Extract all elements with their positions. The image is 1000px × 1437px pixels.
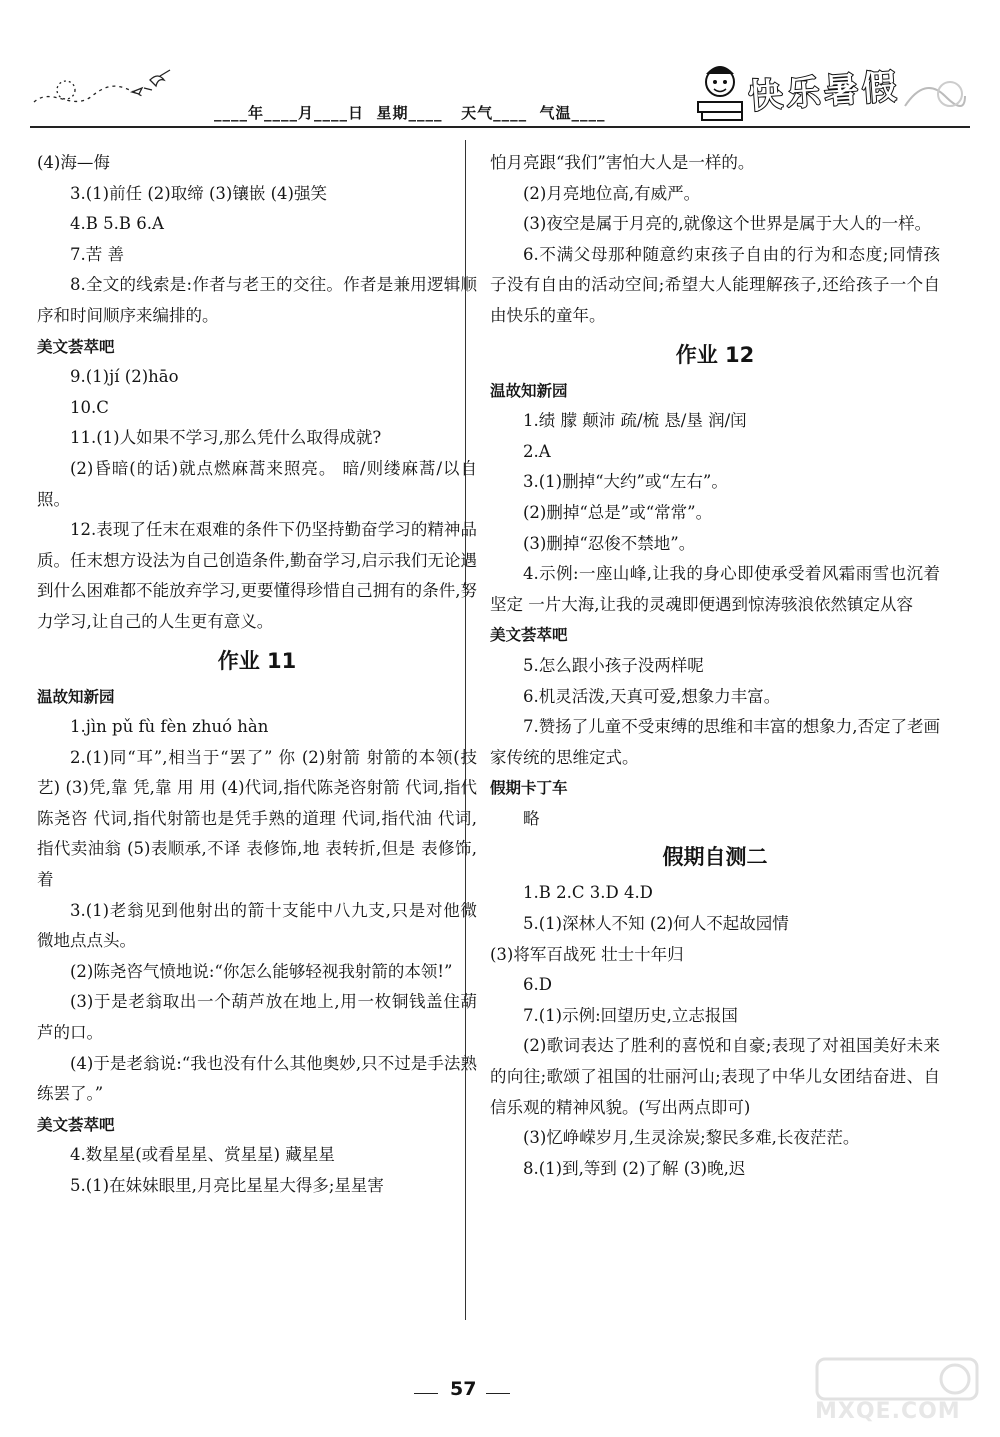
subsection-heading: 温故知新园: [490, 381, 568, 400]
date-weather-line: ____年____月____日 星期____ 天气____ 气温____: [214, 104, 606, 122]
section-title: 作业 12: [675, 342, 755, 367]
answer-line: 1.B 2.C 3.D 4.D: [523, 883, 653, 903]
right-column: [490, 148, 940, 1184]
answer-line: (4)海—侮: [37, 153, 110, 172]
swirl-decoration-icon: [900, 76, 970, 116]
answer-line: 4.B 5.B 6.A: [70, 214, 164, 234]
answer-line: 1.jìn pǔ fù fèn zhuó hàn: [70, 717, 269, 737]
answer-line: 6.不满父母那种随意约束孩子自由的行为和态度;同情孩子没有自由的活动空间;希望大人能理解孩子,还给孩子一个自由快乐的童年。: [490, 244, 940, 325]
cartoon-kid-icon: [690, 56, 750, 124]
page-number-dash-right: [486, 1393, 510, 1394]
left-column: [37, 148, 477, 1202]
answer-line: 6.机灵活泼,天真可爱,想象力丰富。: [523, 686, 781, 706]
answer-line: (3)于是老翁取出一个葫芦放在地上,用一枚铜钱盖住葫芦的口。: [37, 992, 477, 1043]
answer-line: 6.D: [523, 975, 552, 995]
answer-line: 7.赞扬了儿童不受束缚的思维和丰富的想象力,否定了老画家传统的思维定式。: [490, 717, 940, 767]
answer-line: 7.苦 善: [70, 244, 124, 264]
answer-line: 12.表现了任末在艰难的条件下仍坚持勤奋学习的精神品质。任末想方设法为自己创造条件,勤奋学习,启示我们无论遇到什么困难都不能放弃学习,更要懂得珍惜自己拥有的条件,努力学习,让自己的人生更有意义。: [37, 520, 477, 631]
section-title: 假期自测二: [662, 845, 768, 870]
page-number-dash-left: [414, 1393, 438, 1394]
answer-line: 2.(1)同“耳”,相当于“罢了” 你 (2)射箭 射箭的本领(技艺) (3)凭,靠 凭,靠 用 用 (4)代词,指代陈尧咨射箭 代词,指代陈尧咨 代词,指代射箭也是凭手熟的道理 代词,指代油 代词,指代卖油翁 (5)表顺承,不译 表修饰,地 表转折,但是 表修饰,着: [37, 747, 477, 890]
birds-decoration-icon: [32, 66, 182, 111]
answer-line: (2)删掉“总是”或“常常”。: [523, 502, 713, 522]
answer-line: (3)夜空是属于月亮的,就像这个世界是属于大人的一样。: [523, 214, 932, 234]
subsection-heading: 美文荟萃吧: [37, 337, 115, 356]
answer-line: (2)月亮地位高,有威严。: [523, 183, 701, 203]
answer-line: 4.数星星(或看星星、赏星星) 藏星星: [70, 1145, 335, 1165]
answer-line: 4.示例:一座山峰,让我的身心即使承受着风霜雨雪也沉着坚定 一片大海,让我的灵魂即便遇到惊涛骇浪依然镇定从容: [490, 564, 940, 614]
watermark-text: MXQE.COM: [815, 1399, 961, 1424]
answer-line: (3)删掉“忍俊不禁地”。: [523, 533, 696, 553]
answer-line: 怕月亮跟“我们”害怕大人是一样的。: [490, 153, 755, 172]
answer-line: 11.(1)人如果不学习,那么凭什么取得成就?: [70, 428, 382, 448]
answer-line: (3)将军百战死 壮士十年归: [490, 944, 684, 964]
answer-line: 3.(1)老翁见到他射出的箭十支能中八九支,只是对他微微地点点头。: [37, 900, 477, 951]
brand-logo: [690, 56, 970, 126]
brand-title: 快乐暑假: [747, 66, 902, 118]
answer-line: (2)陈尧咨气愤地说:“你怎么能够轻视我射箭的本领!”: [70, 961, 453, 981]
answer-line: (4)于是老翁说:“我也没有什么其他奥妙,只不过是手法熟练罢了。”: [37, 1053, 477, 1104]
answer-line: 8.全文的线索是:作者与老王的交往。作者是兼用逻辑顺序和时间顺序来编排的。: [37, 275, 477, 325]
answer-line: 5.(1)在妹妹眼里,月亮比星星大得多;星星害: [70, 1176, 384, 1195]
answer-line: 10.C: [70, 397, 109, 417]
answer-line: (2)歌词表达了胜利的喜悦和自豪;表现了对祖国美好未来的向往;歌颂了祖国的壮丽河山;表现了中华儿女团结奋进、自信乐观的精神风貌。(写出两点即可): [490, 1036, 940, 1117]
subsection-heading: 美文荟萃吧: [490, 626, 568, 645]
answer-line: 略: [523, 808, 540, 828]
watermark-logo: [815, 1355, 990, 1430]
answer-line: 1.绩 朦 颠沛 疏/梳 恳/垦 润/闰: [523, 411, 747, 431]
answer-line: 3.(1)前任 (2)取缔 (3)镶嵌 (4)强笑: [70, 183, 327, 203]
answer-line: (3)忆峥嵘岁月,生灵涂炭;黎民多难,长夜茫茫。: [523, 1128, 860, 1148]
subsection-heading: 温故知新园: [37, 687, 115, 706]
answer-line: (2)昏暗(的话)就点燃麻蒿来照亮。 暗/则缕麻蒿/以自照。: [37, 458, 477, 509]
page-header: [0, 0, 1000, 140]
subsection-heading: 假期卡丁车: [490, 779, 568, 798]
section-title: 作业 11: [217, 648, 297, 673]
answer-line: 8.(1)到,等到 (2)了解 (3)晚,迟: [523, 1158, 746, 1178]
answer-line: 2.A: [523, 441, 551, 461]
answer-line: 5.(1)深林人不知 (2)何人不起故园情: [523, 914, 789, 934]
answer-line: 7.(1)示例:回望历史,立志报国: [523, 1005, 738, 1025]
answer-stamp-icon: [815, 1355, 985, 1403]
answer-line: 9.(1)jí (2)hāo: [70, 367, 179, 387]
subsection-heading: 美文荟萃吧: [37, 1115, 115, 1134]
page-number: 57: [450, 1378, 477, 1400]
header-rule: [30, 126, 970, 128]
answer-line: 3.(1)删掉“大约”或“左右”。: [523, 472, 728, 492]
answer-line: 5.怎么跟小孩子没两样呢: [523, 655, 704, 675]
